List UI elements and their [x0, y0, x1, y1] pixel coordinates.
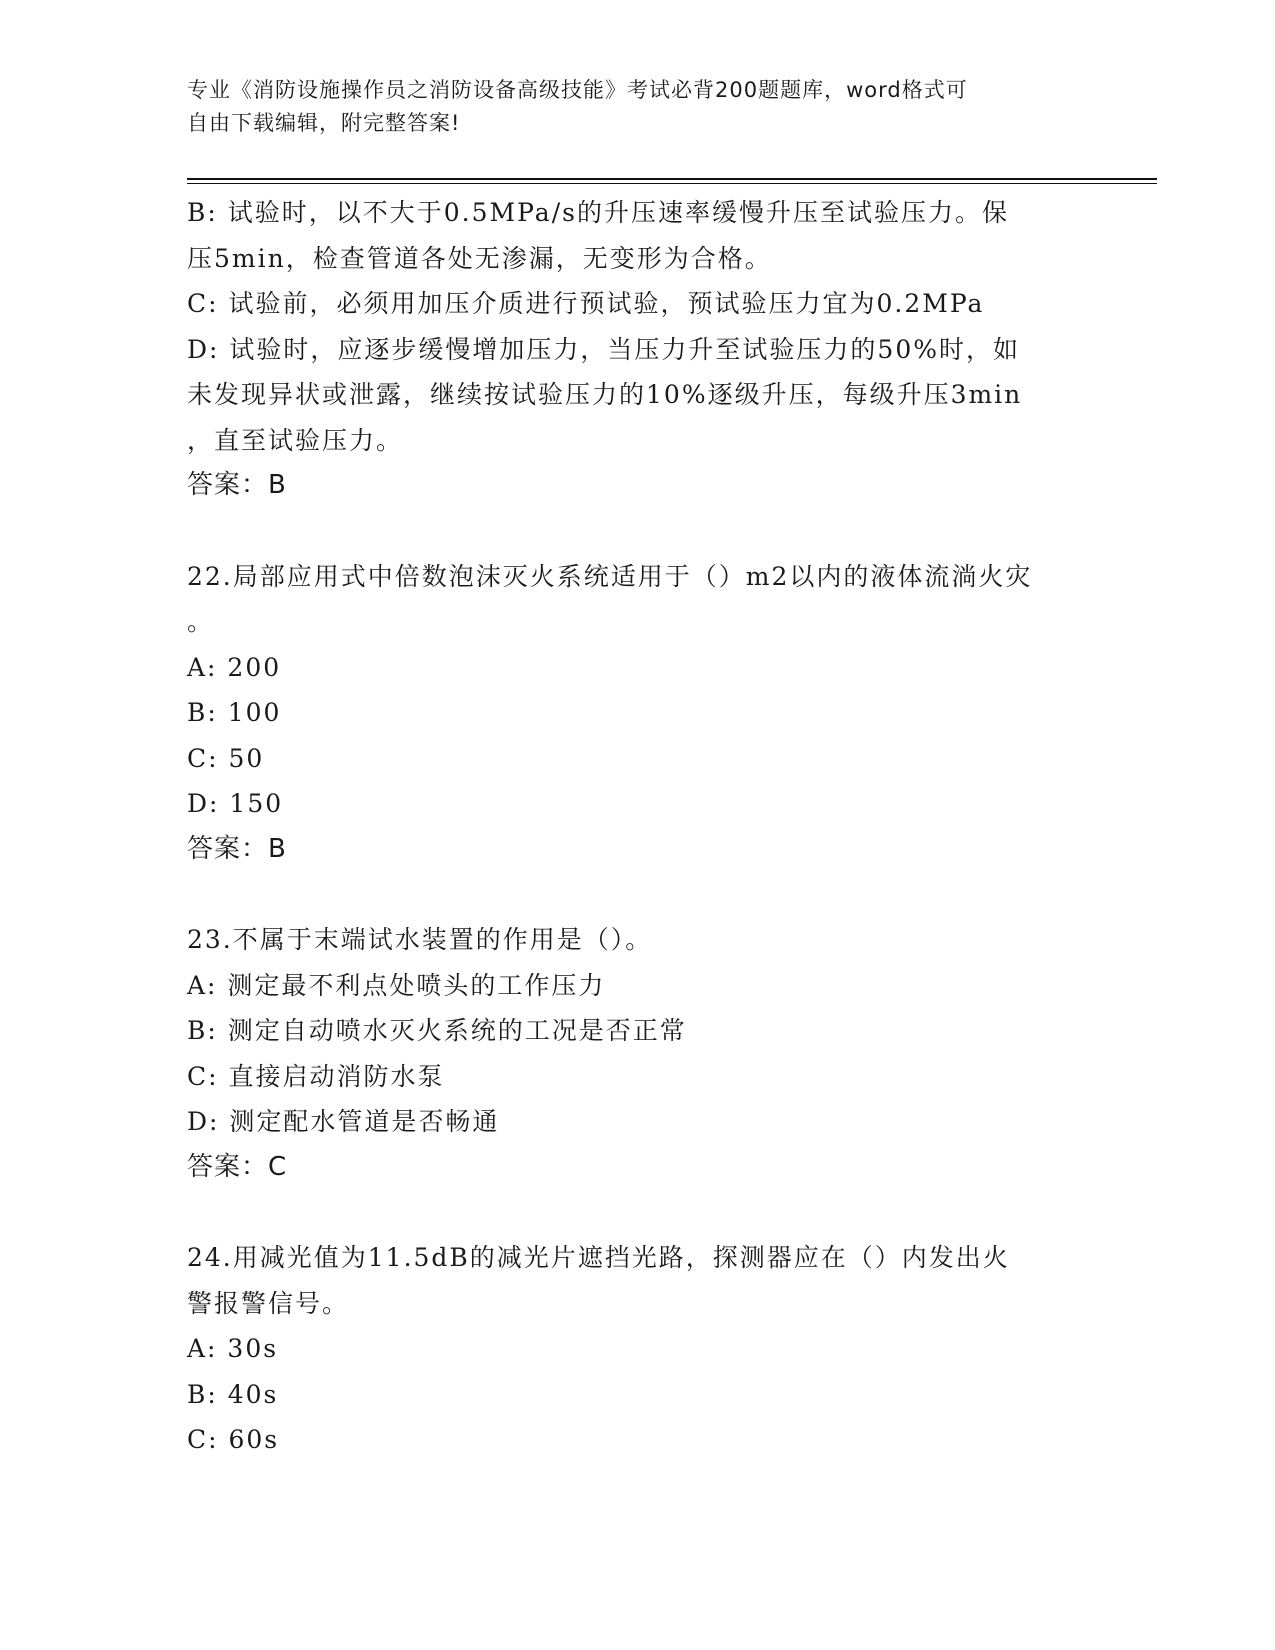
- question-stem-line-1: 24.用减光值为11.5dB的减光片遮挡光路，探测器应在（）内发出火: [187, 1243, 1010, 1272]
- previous-question-block: [187, 190, 1087, 509]
- header-divider-thin: [187, 183, 1157, 184]
- document-header: [187, 74, 1087, 140]
- option-b-line-1: B: 试验时，以不大于0.5MPa/s的升压速率缓慢升压至试验压力。保: [187, 198, 1009, 227]
- option-d-line-1: D: 试验时，应逐步缓慢增加压力，当压力升至试验压力的50%时，如: [187, 334, 1020, 364]
- question-24-block: [187, 1235, 1087, 1463]
- option-b: B: 40s: [187, 1379, 279, 1409]
- option-c: C: 试验前，必须用加压介质进行预试验，预试验压力宜为0.2MPa: [187, 289, 985, 318]
- spacer: [187, 872, 1087, 917]
- question-stem-line-2: 警报警信号。: [187, 1288, 350, 1318]
- header-line-1: 专业《消防设施操作员之消防设备高级技能》考试必背200题题库，word格式可: [187, 78, 968, 102]
- answer: 答案：B: [187, 470, 287, 500]
- option-d: D: 150: [187, 789, 284, 818]
- question-stem: 23.不属于末端试水装置的作用是（）。: [187, 925, 653, 954]
- question-stem-line-2: 。: [187, 607, 215, 636]
- option-c: C: 50: [187, 743, 265, 773]
- header-divider-thick: [187, 178, 1157, 180]
- answer: 答案：B: [187, 833, 287, 864]
- question-22-block: [187, 554, 1087, 873]
- question-23-block: [187, 917, 1087, 1190]
- option-a: A: 200: [187, 652, 282, 682]
- question-stem-line-1: 22.局部应用式中倍数泡沫灭火系统适用于（）m2以内的液体流淌火灾: [187, 561, 1033, 591]
- spacer: [187, 509, 1087, 554]
- option-c: C: 直接启动消防水泵: [187, 1061, 445, 1091]
- option-d-line-2: 未发现异状或泄露，继续按试验压力的10%逐级升压，每级升压3min: [187, 380, 1023, 409]
- option-b: B: 测定自动喷水灭火系统的工况是否正常: [187, 1016, 687, 1045]
- answer: 答案：C: [187, 1151, 288, 1182]
- option-d-line-3: ，直至试验压力。: [187, 425, 404, 455]
- option-a: A: 测定最不利点处喷头的工作压力: [187, 970, 606, 1000]
- header-line-2: 自由下载编辑，附完整答案!: [187, 111, 461, 135]
- option-d: D: 测定配水管道是否畅通: [187, 1107, 500, 1136]
- option-b-line-2: 压5min，检查管道各处无渗漏，无变形为合格。: [187, 243, 772, 273]
- option-c: C: 60s: [187, 1425, 280, 1454]
- spacer: [187, 1190, 1087, 1235]
- option-b: B: 100: [187, 698, 282, 727]
- document-body: [187, 190, 1087, 1463]
- option-a: A: 30s: [187, 1334, 279, 1363]
